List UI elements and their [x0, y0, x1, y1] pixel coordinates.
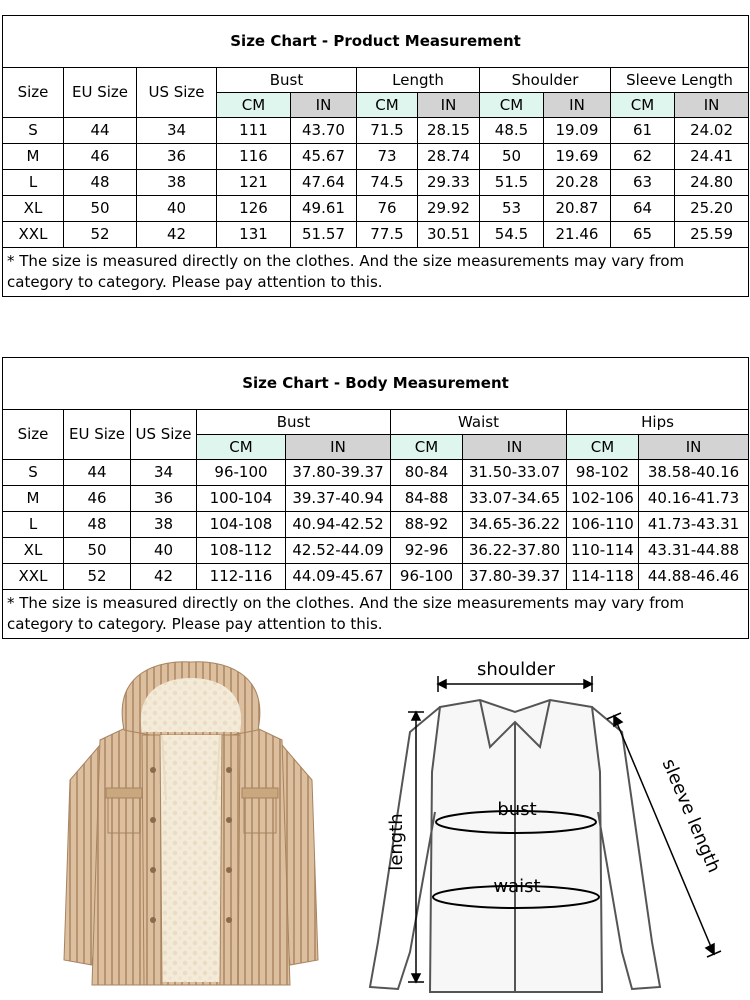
table-cell: 25.59: [675, 222, 749, 248]
length-label: length: [386, 813, 407, 871]
sleeve-length-label: sleeve length: [657, 755, 725, 876]
table-cell: 45.67: [291, 144, 357, 170]
table-cell: 40.16-41.73: [639, 486, 749, 512]
table-cell: 34: [137, 118, 217, 144]
table-row: [3, 222, 749, 248]
table-cell: XL: [3, 196, 64, 222]
cm-header: CM: [480, 93, 544, 118]
table-cell: 29.33: [418, 170, 480, 196]
table-cell: XXL: [3, 564, 64, 590]
table-cell: 20.28: [544, 170, 611, 196]
table-row: [3, 538, 749, 564]
table-cell: 126: [217, 196, 291, 222]
sleeve-length-header: Sleeve Length: [611, 68, 749, 93]
table-cell: 77.5: [357, 222, 418, 248]
table-cell: 54.5: [480, 222, 544, 248]
table-cell: 24.02: [675, 118, 749, 144]
table-cell: 84-88: [391, 486, 463, 512]
in-header: IN: [544, 93, 611, 118]
table-cell: 100-104: [197, 486, 286, 512]
length-arrow: [408, 712, 424, 982]
table-row: [3, 486, 749, 512]
table-cell: 28.15: [418, 118, 480, 144]
table-cell: 38.58-40.16: [639, 460, 749, 486]
table-cell: 92-96: [391, 538, 463, 564]
table-cell: 48: [64, 512, 131, 538]
hips-header: Hips: [567, 410, 749, 435]
table-cell: 30.51: [418, 222, 480, 248]
body-measurement-table: [2, 357, 749, 639]
table-cell: 51.57: [291, 222, 357, 248]
table-cell: 40.94-42.52: [286, 512, 391, 538]
cm-header: CM: [391, 435, 463, 460]
cm-header: CM: [217, 93, 291, 118]
table-cell: 40: [131, 538, 197, 564]
table-cell: 48: [64, 170, 137, 196]
table-cell: 112-116: [197, 564, 286, 590]
table-cell: 34.65-36.22: [463, 512, 567, 538]
bust-header: Bust: [217, 68, 357, 93]
table-cell: 88-92: [391, 512, 463, 538]
size-header: Size: [3, 68, 64, 118]
table-cell: 50: [64, 538, 131, 564]
table-cell: 47.64: [291, 170, 357, 196]
table-cell: XL: [3, 538, 64, 564]
table-row: [3, 196, 749, 222]
table-cell: L: [3, 512, 64, 538]
table-row: [3, 144, 749, 170]
table-cell: 24.80: [675, 170, 749, 196]
table-cell: 38: [131, 512, 197, 538]
table-cell: 74.5: [357, 170, 418, 196]
in-header: IN: [463, 435, 567, 460]
product-table-title: Size Chart - Product Measurement: [3, 16, 749, 68]
table-cell: 116: [217, 144, 291, 170]
table-cell: 51.5: [480, 170, 544, 196]
table-cell: 65: [611, 222, 675, 248]
in-header: IN: [675, 93, 749, 118]
body-table-note: * The size is measured directly on the clothes. And the size measurements may vary from category to category. Please pay attention to this.: [3, 590, 749, 639]
table-cell: 34: [131, 460, 197, 486]
eu-size-header: EU Size: [64, 410, 131, 460]
in-header: IN: [286, 435, 391, 460]
table-cell: 76: [357, 196, 418, 222]
table-cell: 108-112: [197, 538, 286, 564]
table-cell: 96-100: [197, 460, 286, 486]
eu-size-header: EU Size: [64, 68, 137, 118]
table-cell: 46: [64, 486, 131, 512]
jacket-photo: [62, 660, 320, 990]
table-cell: 121: [217, 170, 291, 196]
cm-header: CM: [567, 435, 639, 460]
table-cell: 71.5: [357, 118, 418, 144]
table-cell: 53: [480, 196, 544, 222]
body-table-title: Size Chart - Body Measurement: [3, 358, 749, 410]
bust-header: Bust: [197, 410, 391, 435]
cm-header: CM: [611, 93, 675, 118]
table-cell: 98-102: [567, 460, 639, 486]
table-cell: 37.80-39.37: [286, 460, 391, 486]
bust-label: bust: [497, 799, 537, 820]
table-cell: 33.07-34.65: [463, 486, 567, 512]
product-table-note: * The size is measured directly on the clothes. And the size measurements may vary from category to category. Please pay attention to this.: [3, 248, 749, 297]
table-cell: 39.37-40.94: [286, 486, 391, 512]
table-cell: 106-110: [567, 512, 639, 538]
table-cell: XXL: [3, 222, 64, 248]
table-cell: 110-114: [567, 538, 639, 564]
shirt-outline-icon: [370, 700, 660, 992]
table-cell: M: [3, 144, 64, 170]
table-cell: 36: [137, 144, 217, 170]
table-cell: 62: [611, 144, 675, 170]
table-cell: 63: [611, 170, 675, 196]
table-cell: 114-118: [567, 564, 639, 590]
table-row: [3, 512, 749, 538]
table-cell: S: [3, 460, 64, 486]
table-cell: 21.46: [544, 222, 611, 248]
table-cell: 42: [131, 564, 197, 590]
table-cell: 43.31-44.88: [639, 538, 749, 564]
table-cell: L: [3, 170, 64, 196]
table-row: [3, 170, 749, 196]
table-cell: 44: [64, 118, 137, 144]
table-cell: 20.87: [544, 196, 611, 222]
table-cell: 80-84: [391, 460, 463, 486]
table-cell: 52: [64, 222, 137, 248]
table-cell: 40: [137, 196, 217, 222]
table-cell: 52: [64, 564, 131, 590]
table-cell: 44.09-45.67: [286, 564, 391, 590]
table-cell: 64: [611, 196, 675, 222]
table-cell: 38: [137, 170, 217, 196]
us-size-header: US Size: [137, 68, 217, 118]
table-cell: 37.80-39.37: [463, 564, 567, 590]
size-header: Size: [3, 410, 64, 460]
table-cell: 61: [611, 118, 675, 144]
table-cell: 31.50-33.07: [463, 460, 567, 486]
table-cell: 131: [217, 222, 291, 248]
table-cell: 43.70: [291, 118, 357, 144]
waist-header: Waist: [391, 410, 567, 435]
in-header: IN: [291, 93, 357, 118]
table-cell: 28.74: [418, 144, 480, 170]
table-cell: 36.22-37.80: [463, 538, 567, 564]
table-cell: 50: [64, 196, 137, 222]
shoulder-header: Shoulder: [480, 68, 611, 93]
measurement-diagram: [330, 652, 750, 997]
table-cell: 19.09: [544, 118, 611, 144]
table-cell: 44: [64, 460, 131, 486]
table-cell: 36: [131, 486, 197, 512]
table-cell: 49.61: [291, 196, 357, 222]
table-cell: 96-100: [391, 564, 463, 590]
in-header: IN: [639, 435, 749, 460]
table-row: [3, 118, 749, 144]
cm-header: CM: [357, 93, 418, 118]
table-cell: 73: [357, 144, 418, 170]
cm-header: CM: [197, 435, 286, 460]
shoulder-label: shoulder: [476, 659, 556, 680]
table-row: [3, 460, 749, 486]
table-cell: 111: [217, 118, 291, 144]
table-cell: 102-106: [567, 486, 639, 512]
table-cell: 42.52-44.09: [286, 538, 391, 564]
table-cell: 104-108: [197, 512, 286, 538]
table-cell: 42: [137, 222, 217, 248]
table-cell: 19.69: [544, 144, 611, 170]
table-cell: S: [3, 118, 64, 144]
length-header: Length: [357, 68, 480, 93]
table-cell: 50: [480, 144, 544, 170]
product-measurement-table: [2, 15, 749, 297]
waist-label: waist: [493, 876, 541, 897]
table-cell: M: [3, 486, 64, 512]
in-header: IN: [418, 93, 480, 118]
table-cell: 41.73-43.31: [639, 512, 749, 538]
table-cell: 46: [64, 144, 137, 170]
us-size-header: US Size: [131, 410, 197, 460]
table-cell: 29.92: [418, 196, 480, 222]
table-row: [3, 564, 749, 590]
table-cell: 25.20: [675, 196, 749, 222]
table-cell: 48.5: [480, 118, 544, 144]
table-cell: 44.88-46.46: [639, 564, 749, 590]
table-cell: 24.41: [675, 144, 749, 170]
